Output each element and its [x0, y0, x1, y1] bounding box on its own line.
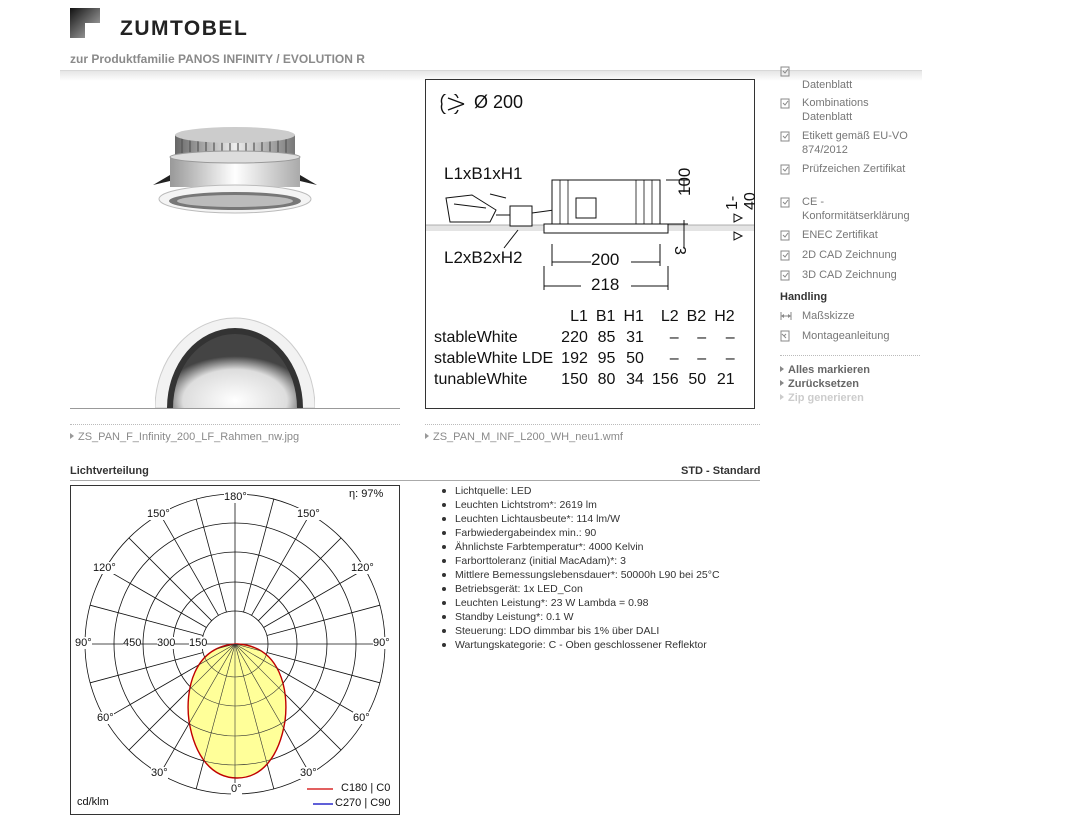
list-item: Steuerung: LDO dimmbar bis 1% über DALI	[441, 624, 720, 638]
polar-diagram-svg	[71, 486, 399, 814]
document-check-icon	[780, 97, 790, 109]
zip-generate-link: Zip generieren	[780, 392, 864, 404]
angle-label-120-right: 120°	[351, 562, 374, 574]
dim-3: 3	[671, 246, 688, 255]
angle-label-150-left: 150°	[147, 508, 170, 520]
light-distribution-curve	[188, 644, 286, 778]
select-all-link[interactable]: Alles markieren	[780, 364, 870, 376]
angle-label-90-left: 90°	[75, 637, 92, 649]
arrow-right-icon	[425, 433, 429, 439]
arrow-right-icon	[780, 380, 784, 386]
list-item: Farbwiedergabeindex min.: 90	[441, 526, 720, 540]
table-row: stableWhite LDE 192 95 50 – – –	[434, 350, 735, 367]
handling-heading: Handling	[780, 291, 828, 303]
polar-light-distribution-diagram[interactable]	[70, 485, 400, 815]
list-item: Standby Leistung*: 0.1 W	[441, 610, 720, 624]
radial-label-450: 450	[123, 637, 142, 649]
efficiency-value: η: 97%	[349, 488, 384, 500]
table-header-row: L1 B1 H1 L2 B2 H2	[570, 308, 735, 325]
angle-label-0: 0°	[231, 783, 242, 795]
dimension-drawing[interactable]	[425, 79, 759, 409]
label-l2b2h2: L2xB2xH2	[444, 248, 523, 267]
angle-label-30-right: 30°	[300, 767, 317, 779]
light-distribution-mode: STD - Standard	[681, 465, 761, 477]
document-check-icon	[780, 249, 790, 261]
arrow-right-icon	[780, 394, 784, 400]
angle-label-180: 180°	[224, 491, 247, 503]
dimension-table	[434, 306, 739, 390]
product-family-link[interactable]: zur Produktfamilie PANOS INFINITY / EVOLUTION R	[70, 52, 365, 66]
image-divider	[70, 408, 400, 409]
list-item: Leuchten Lichtausbeute*: 114 lm/W	[441, 512, 720, 526]
dim-218: 218	[591, 275, 620, 294]
label-l1b1h1: L1xB1xH1	[444, 164, 523, 183]
image-file-link[interactable]: ZS_PAN_F_Infinity_200_LF_Rahmen_nw.jpg	[70, 431, 299, 443]
document-check-icon	[780, 229, 790, 241]
list-item: Lichtquelle: LED	[441, 484, 720, 498]
section-divider	[70, 480, 760, 481]
angle-label-120-left: 120°	[93, 562, 116, 574]
spec-list	[441, 484, 720, 652]
document-check-icon	[780, 130, 790, 142]
arrow-right-icon	[780, 366, 784, 372]
reset-link[interactable]: Zurücksetzen	[780, 378, 859, 390]
table-row: tunableWhite 150 80 34 156 50 21	[434, 371, 735, 388]
dotted-divider	[425, 424, 760, 425]
angle-label-90-right: 90°	[373, 637, 390, 649]
drawing-file-link[interactable]: ZS_PAN_M_INF_L200_WH_neu1.wmf	[425, 431, 623, 443]
legend-c270: C270 | C90	[335, 797, 391, 809]
document-check-icon	[780, 269, 790, 281]
list-item: Ähnlichste Farbtemperatur*: 4000 Kelvin	[441, 540, 720, 554]
product-photo-front[interactable]	[155, 310, 315, 408]
manual-icon	[780, 330, 790, 342]
list-item: Leuchten Lichtstrom*: 2619 lm	[441, 498, 720, 512]
dim-200: 200	[591, 250, 620, 269]
table-row: stableWhite 220 85 31 – – –	[434, 329, 735, 346]
dim-100: 100	[675, 167, 694, 196]
dotted-divider	[70, 424, 400, 425]
list-item: Wartungskategorie: C - Oben geschlossener Reflektor	[441, 638, 720, 652]
cutout-diameter: Ø 200	[474, 92, 524, 112]
unit-label: cd/klm	[77, 796, 109, 808]
dim-1-40: 1-40	[724, 192, 759, 210]
document-check-icon	[780, 65, 790, 77]
sidebar-divider	[780, 355, 920, 356]
angle-label-150-right: 150°	[297, 508, 320, 520]
angle-label-60-right: 60°	[353, 712, 370, 724]
radial-label-150: 150	[189, 637, 208, 649]
dimension-arrows-icon	[780, 310, 792, 322]
arrow-right-icon	[70, 433, 74, 439]
light-distribution-title: Lichtverteilung	[70, 465, 149, 477]
radial-label-300: 300	[157, 637, 176, 649]
legend-c180: C180 | C0	[341, 782, 391, 794]
list-item: Mittlere Bemessungslebensdauer*: 50000h L90 bei 25°C	[441, 568, 720, 582]
list-item: Leuchten Leistung*: 23 W Lambda = 0.98	[441, 596, 720, 610]
brand-name: ZUMTOBEL	[120, 17, 249, 40]
angle-label-30-left: 30°	[151, 767, 168, 779]
zumtobel-logo-icon	[70, 8, 100, 38]
list-item: Betriebsgerät: 1x LED_Con	[441, 582, 720, 596]
list-item: Farborttoleranz (initial MacAdam)*: 3	[441, 554, 720, 568]
document-check-icon	[780, 163, 790, 175]
angle-label-60-left: 60°	[97, 712, 114, 724]
product-photo-side[interactable]	[150, 115, 320, 220]
document-check-icon	[780, 196, 790, 208]
